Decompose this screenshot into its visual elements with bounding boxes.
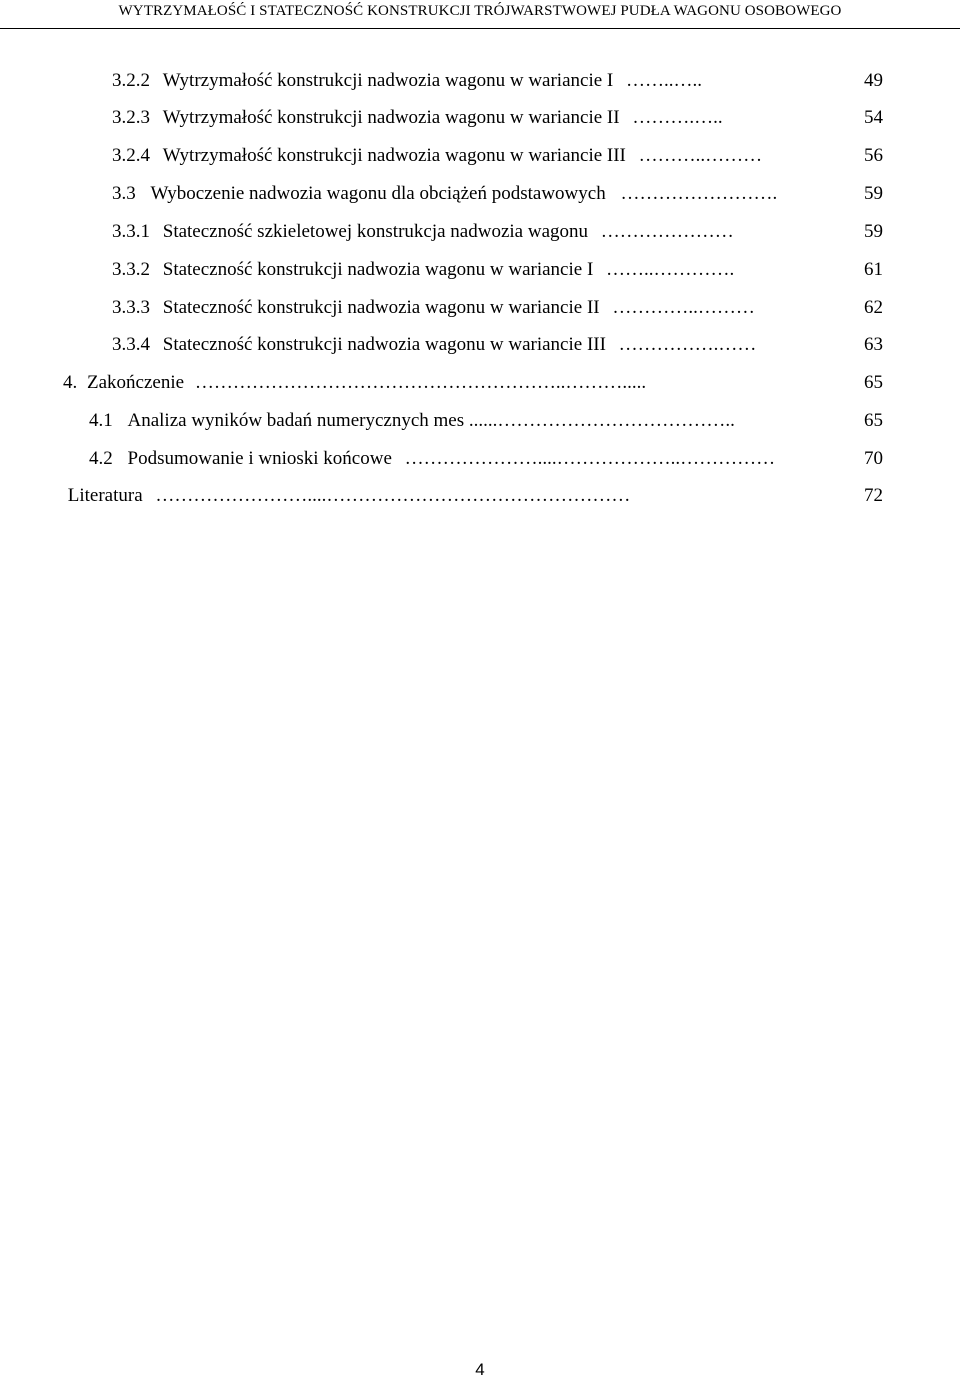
toc-entry-4-2[interactable]: [89, 440, 883, 478]
toc-entry-title: Stateczność konstrukcji nadwozia wagonu w wariancie II: [162, 297, 600, 318]
toc-entry-title: Literatura: [67, 485, 143, 506]
toc-entry-leader: …………………………………………………..……….....: [194, 372, 647, 393]
toc-entry-number: 3.3: [112, 183, 136, 204]
toc-entry-page: 49: [864, 70, 883, 91]
toc-entry-3-3[interactable]: [112, 175, 883, 213]
toc-entry-page: 70: [864, 448, 883, 469]
toc-entry-3-2-4[interactable]: [112, 137, 883, 175]
toc-entry-title: Wyboczenie nadwozia wagonu dla obciążeń podstawowych: [150, 183, 606, 204]
toc-entry-leader: …………….……: [618, 334, 757, 355]
toc-entry-page: 59: [864, 183, 883, 204]
running-header-text: WYTRZYMAŁOŚĆ I STATECZNOŚĆ KONSTRUKCJI TRÓJWARSTWOWEJ PUDŁA WAGONU OSOBOWEGO: [118, 3, 842, 19]
toc-entry-leader: ……….…..: [632, 107, 723, 128]
toc-entry-page: 72: [864, 485, 883, 506]
toc-entry-page: 65: [864, 372, 883, 393]
toc-entry-leader: ……..…..: [625, 70, 702, 91]
toc-entry-3-2-2[interactable]: [112, 62, 883, 100]
toc-entry-number: 3.2.4: [112, 145, 150, 166]
toc-entry-number: 4.2: [89, 448, 113, 469]
toc-entry-3-3-3[interactable]: [112, 289, 883, 327]
toc-entry-leader: …………………....………………..……………: [404, 448, 776, 469]
toc-entry-3-2-3[interactable]: [112, 99, 883, 137]
toc-entry-number: 3.3.4: [112, 334, 150, 355]
toc-entry-number: 4.1: [89, 410, 113, 431]
toc-entry-leader: ......………………………………..: [468, 410, 735, 431]
toc-entry-title: Stateczność konstrukcji nadwozia wagonu w wariancie III: [162, 334, 606, 355]
toc-entry-title: Podsumowanie i wnioski końcowe: [127, 448, 392, 469]
toc-entry-4[interactable]: [63, 364, 883, 402]
toc-entry-page: 63: [864, 334, 883, 355]
toc-entry-leader: …………………: [600, 221, 734, 242]
toc-entry-3-3-1[interactable]: [112, 213, 883, 251]
toc-entry-title: Stateczność konstrukcji nadwozia wagonu w wariancie I: [162, 259, 594, 280]
toc-entry-leader: …………..………: [612, 297, 755, 318]
toc-entry-page: 54: [864, 107, 883, 128]
toc-entry-page: 56: [864, 145, 883, 166]
toc-entry-leader: ……..………….: [606, 259, 735, 280]
toc-entry-title: Zakończenie: [87, 372, 185, 393]
toc-entry-number: 4.: [63, 372, 78, 393]
toc-entry-title: Wytrzymałość konstrukcji nadwozia wagonu w wariancie III: [162, 145, 626, 166]
toc-entry-number: 3.3.1: [112, 221, 150, 242]
toc-entry-page: 61: [864, 259, 883, 280]
toc-entry-3-3-4[interactable]: [112, 326, 883, 364]
toc-entry-leader: …………………….: [620, 183, 778, 204]
toc-entry-3-3-2[interactable]: [112, 251, 883, 289]
toc-entry-page: 62: [864, 297, 883, 318]
toc-entry-page: 59: [864, 221, 883, 242]
toc-entry-number: 3.3.2: [112, 259, 150, 280]
page-number: 4: [475, 1360, 485, 1379]
toc-entry-title: Wytrzymałość konstrukcji nadwozia wagonu w wariancie II: [162, 107, 620, 128]
toc-entry-page: 65: [864, 410, 883, 431]
toc-entry-leader: ……………………....…………………………………………: [155, 485, 631, 506]
toc-entry-title: Stateczność szkieletowej konstrukcja nadwozia wagonu: [162, 221, 588, 242]
toc-entry-number: 3.2.3: [112, 107, 150, 128]
toc-entry-title: Wytrzymałość konstrukcji nadwozia wagonu w wariancie I: [162, 70, 614, 91]
toc-entry-literatura[interactable]: [63, 477, 883, 515]
toc-entry-4-1[interactable]: [89, 402, 883, 440]
toc-entry-leader: ………..………: [638, 145, 763, 166]
toc-entry-number: 3.2.2: [112, 70, 150, 91]
running-header: [0, 0, 960, 29]
toc-entry-title: Analiza wyników badań numerycznych mes: [127, 410, 465, 431]
toc-entry-number: 3.3.3: [112, 297, 150, 318]
